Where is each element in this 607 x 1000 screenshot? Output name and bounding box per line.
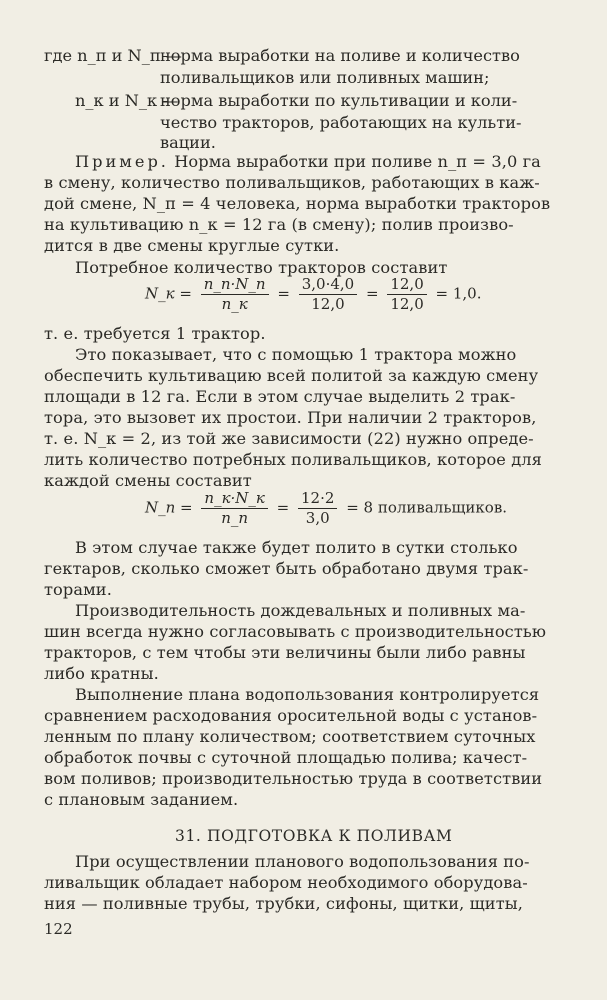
fraction-substituted xyxy=(298,490,337,527)
fraction-numerator: 3,0·4,0 xyxy=(299,276,357,295)
formula-lhs: N_к = xyxy=(145,284,192,303)
example-label: Пример. xyxy=(75,152,169,171)
definition-2-text-cont: чество тракторов, работающих на культи- xyxy=(160,113,522,132)
para2-line-7: каждой смены составит xyxy=(44,471,252,490)
equals-sign: = xyxy=(277,284,290,303)
example-line-3: дой смене, N_п = 4 человека, норма выработки тракторов xyxy=(44,194,551,213)
fraction-evaluated xyxy=(387,276,426,313)
fraction-numerator: 12,0 xyxy=(387,276,426,295)
fraction-symbolic xyxy=(201,490,267,527)
example-line-1 xyxy=(75,152,607,172)
after-formula-1: т. е. требуется 1 трактор. xyxy=(44,324,266,343)
fraction-denominator: n_к xyxy=(221,295,248,313)
example-intro: Потребное количество тракторов составит xyxy=(75,258,448,277)
example-line-5: дится в две смены круглые сутки. xyxy=(44,236,340,255)
fraction-substituted xyxy=(299,276,357,313)
para6-line-1: При осуществлении планового водопользования по- xyxy=(75,852,530,871)
definition-1-term: где n_п и N_п — xyxy=(44,46,182,65)
formula-result: = 1,0. xyxy=(435,284,482,303)
equals-sign: = xyxy=(365,284,379,303)
formula-workers xyxy=(145,490,507,527)
fraction-symbolic xyxy=(201,276,269,313)
fraction-numerator: n_к·N_к xyxy=(201,490,267,509)
para4-line-1: Производительность дождевальных и поливных ма- xyxy=(75,601,526,620)
para2-line-2: обеспечить культивацию всей политой за каждую смену xyxy=(44,366,539,385)
para3-line-1: В этом случае также будет полито в сутки столько xyxy=(75,538,518,557)
equals-sign: = xyxy=(276,498,290,517)
para4-line-4: либо кратны. xyxy=(44,664,159,683)
example-line-2: в смену, количество поливальщиков, работающих в каж- xyxy=(44,173,540,192)
para5-line-1: Выполнение плана водопользования контролируется xyxy=(75,685,540,704)
para3-line-2: гектаров, сколько сможет быть обработано двумя трак- xyxy=(44,559,529,578)
definition-1-text: норма выработки на поливе и количество xyxy=(160,46,520,65)
example-text: Норма выработки при поливе n_п = 3,0 га xyxy=(174,152,541,171)
definition-1-text-cont: поливальщиков или поливных машин; xyxy=(160,68,490,87)
para2-line-6: лить количество потребных поливальщиков, которое для xyxy=(44,450,542,469)
para4-line-2: шин всегда нужно согласовывать с производительностью xyxy=(44,622,547,641)
para2-line-3: площади в 12 га. Если в этом случае выделить 2 трак- xyxy=(44,387,516,406)
para5-line-5: вом поливов; производительностью труда в соответствии xyxy=(44,769,543,788)
para5-line-4: обработок почвы с суточной площадью полива; качест- xyxy=(44,748,528,767)
formula-lhs: N_п = xyxy=(145,498,193,517)
para4-line-3: тракторов, с тем чтобы эти величины были либо равны xyxy=(44,643,526,662)
para3-line-3: торами. xyxy=(44,580,112,599)
page-number: 122 xyxy=(44,920,73,938)
para6-line-2: ливальщик обладает набором необходимого оборудова- xyxy=(44,873,528,892)
example-line-4: на культивацию n_к = 12 га (в смену); полив произво- xyxy=(44,215,514,234)
definition-2-text: норма выработки по культивации и коли- xyxy=(160,91,518,110)
definition-2-term: n_к и N_к — xyxy=(75,91,179,110)
fraction-denominator: n_п xyxy=(221,509,249,527)
para6-line-3: ния — поливные трубы, трубки, сифоны, щитки, щиты, xyxy=(44,894,523,913)
para5-line-3: ленным по плану количеством; соответствием суточных xyxy=(44,727,536,746)
fraction-denominator: 12,0 xyxy=(311,295,345,313)
para2-line-4: тора, это вызовет их простои. При наличии 2 тракторов, xyxy=(44,408,537,427)
fraction-numerator: n_п·N_п xyxy=(201,276,269,295)
formula-result: = 8 поливальщиков. xyxy=(346,498,508,517)
fraction-numerator: 12·2 xyxy=(298,490,337,509)
fraction-denominator: 3,0 xyxy=(305,509,330,527)
definition-2-text-end: вации. xyxy=(160,133,216,152)
para5-line-2: сравнением расходования оросительной воды с установ- xyxy=(44,706,538,725)
section-heading: 31. ПОДГОТОВКА К ПОЛИВАМ xyxy=(175,827,453,845)
para5-line-6: с плановым заданием. xyxy=(44,790,239,809)
para2-line-5: т. е. N_к = 2, из той же зависимости (22) нужно опреде- xyxy=(44,429,534,448)
fraction-denominator: 12,0 xyxy=(390,295,424,313)
formula-tractors xyxy=(145,276,482,313)
para2-line-1: Это показывает, что с помощью 1 трактора можно xyxy=(75,345,517,364)
